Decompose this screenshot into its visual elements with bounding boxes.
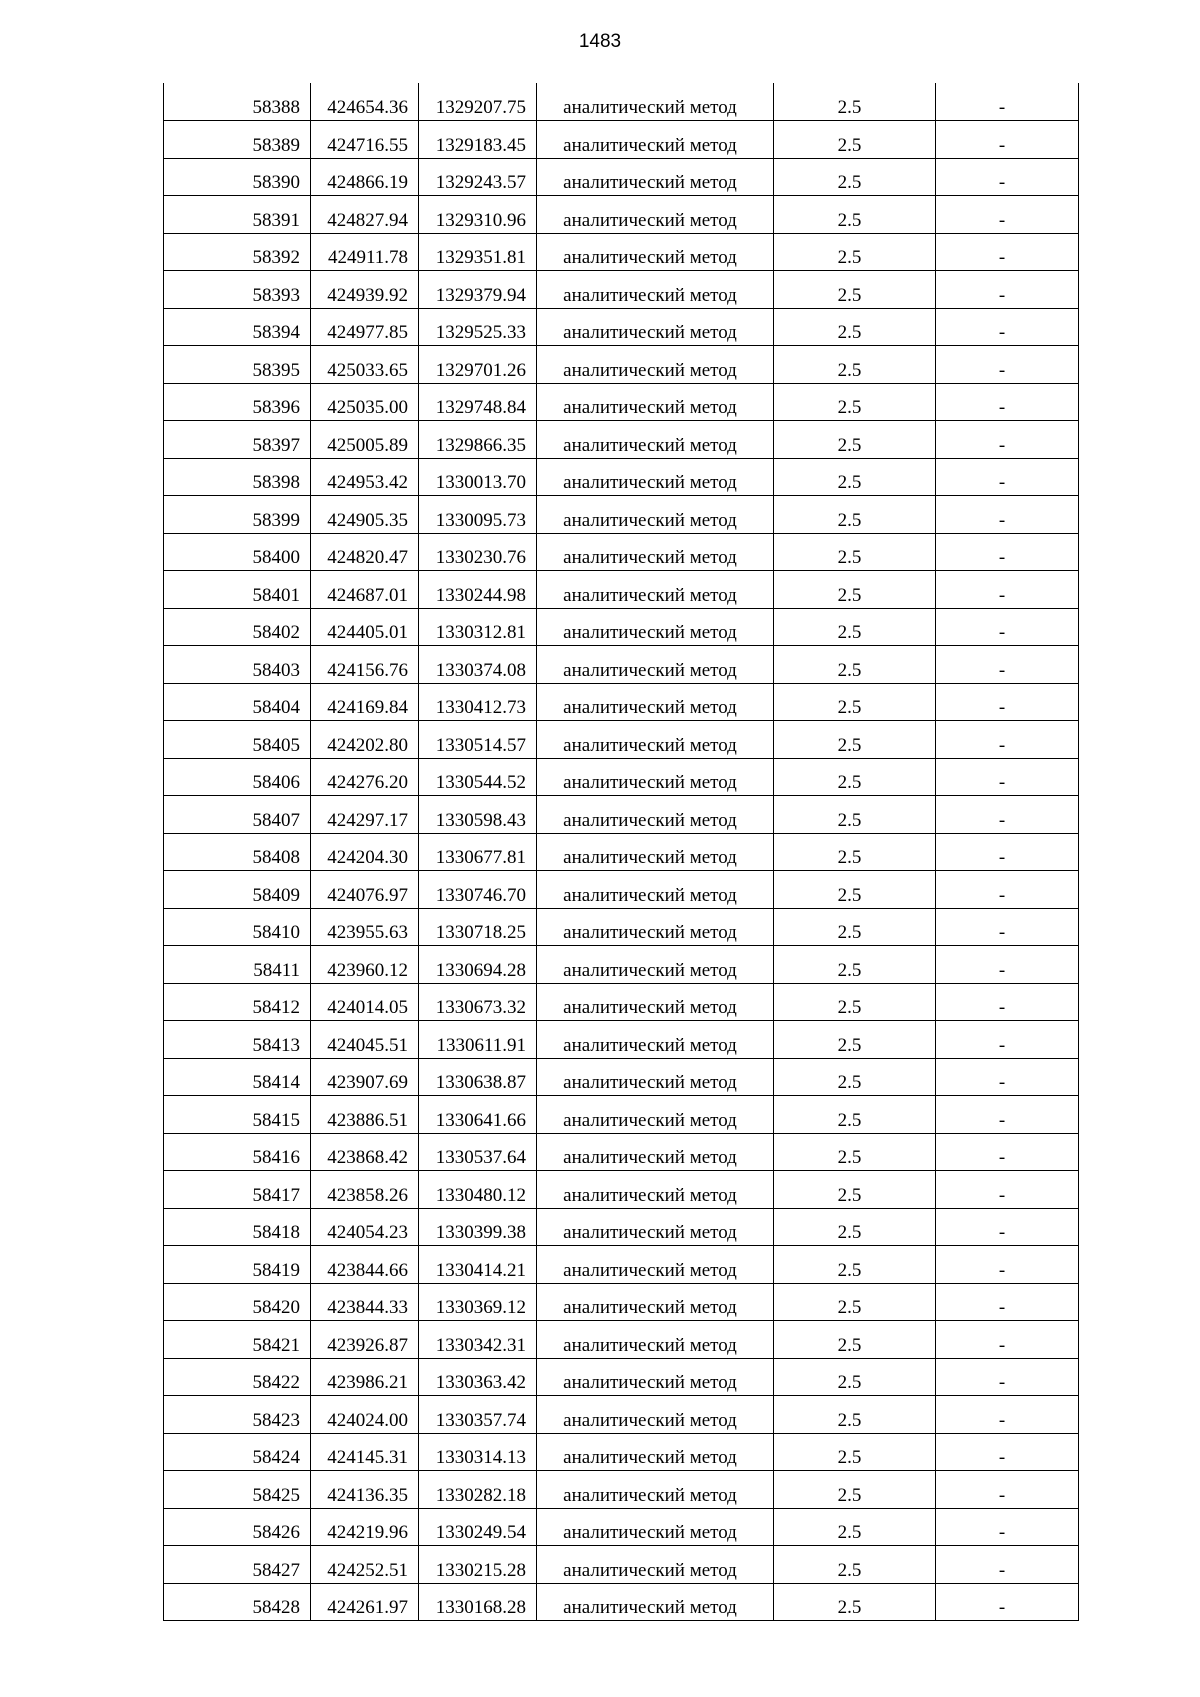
y-coordinate-cell: 1330694.28 <box>419 946 537 984</box>
note-cell: - <box>936 721 1079 759</box>
accuracy-cell: 2.5 <box>774 533 936 571</box>
y-coordinate-cell: 1330746.70 <box>419 871 537 909</box>
note-cell: - <box>936 1208 1079 1246</box>
method-cell: аналитический метод <box>537 308 774 346</box>
y-coordinate-cell: 1330598.43 <box>419 796 537 834</box>
x-coordinate-cell: 424297.17 <box>311 796 419 834</box>
x-coordinate-cell: 424276.20 <box>311 758 419 796</box>
table-row <box>164 1171 1079 1209</box>
y-coordinate-cell: 1330641.66 <box>419 1096 537 1134</box>
accuracy-cell: 2.5 <box>774 1021 936 1059</box>
note-cell: - <box>936 1358 1079 1396</box>
x-coordinate-cell: 424136.35 <box>311 1471 419 1509</box>
method-cell: аналитический метод <box>537 458 774 496</box>
x-coordinate-cell: 423960.12 <box>311 946 419 984</box>
point-number-cell: 58421 <box>164 1321 311 1359</box>
accuracy-cell: 2.5 <box>774 1171 936 1209</box>
point-number-cell: 58423 <box>164 1396 311 1434</box>
y-coordinate-cell: 1329207.75 <box>419 83 537 121</box>
point-number-cell: 58400 <box>164 533 311 571</box>
accuracy-cell: 2.5 <box>774 1471 936 1509</box>
note-cell: - <box>936 121 1079 159</box>
point-number-cell: 58416 <box>164 1133 311 1171</box>
accuracy-cell: 2.5 <box>774 1546 936 1584</box>
y-coordinate-cell: 1330718.25 <box>419 908 537 946</box>
accuracy-cell: 2.5 <box>774 1096 936 1134</box>
method-cell: аналитический метод <box>537 233 774 271</box>
note-cell: - <box>936 1246 1079 1284</box>
point-number-cell: 58428 <box>164 1583 311 1621</box>
accuracy-cell: 2.5 <box>774 458 936 496</box>
point-number-cell: 58388 <box>164 83 311 121</box>
table-row <box>164 271 1079 309</box>
point-number-cell: 58413 <box>164 1021 311 1059</box>
note-cell: - <box>936 758 1079 796</box>
note-cell: - <box>936 1508 1079 1546</box>
point-number-cell: 58422 <box>164 1358 311 1396</box>
method-cell: аналитический метод <box>537 1396 774 1434</box>
method-cell: аналитический метод <box>537 1583 774 1621</box>
y-coordinate-cell: 1329748.84 <box>419 383 537 421</box>
method-cell: аналитический метод <box>537 1283 774 1321</box>
accuracy-cell: 2.5 <box>774 1058 936 1096</box>
method-cell: аналитический метод <box>537 1096 774 1134</box>
x-coordinate-cell: 423844.33 <box>311 1283 419 1321</box>
y-coordinate-cell: 1330312.81 <box>419 608 537 646</box>
accuracy-cell: 2.5 <box>774 1396 936 1434</box>
accuracy-cell: 2.5 <box>774 1133 936 1171</box>
y-coordinate-cell: 1329701.26 <box>419 346 537 384</box>
table-row <box>164 308 1079 346</box>
y-coordinate-cell: 1330537.64 <box>419 1133 537 1171</box>
table-row <box>164 1021 1079 1059</box>
method-cell: аналитический метод <box>537 121 774 159</box>
table-row <box>164 571 1079 609</box>
point-number-cell: 58418 <box>164 1208 311 1246</box>
point-number-cell: 58401 <box>164 571 311 609</box>
table-row <box>164 683 1079 721</box>
y-coordinate-cell: 1330249.54 <box>419 1508 537 1546</box>
table-row <box>164 1358 1079 1396</box>
accuracy-cell: 2.5 <box>774 346 936 384</box>
x-coordinate-cell: 424156.76 <box>311 646 419 684</box>
x-coordinate-cell: 424866.19 <box>311 158 419 196</box>
method-cell: аналитический метод <box>537 1171 774 1209</box>
point-number-cell: 58395 <box>164 346 311 384</box>
table-row <box>164 1058 1079 1096</box>
table-row <box>164 871 1079 909</box>
point-number-cell: 58420 <box>164 1283 311 1321</box>
x-coordinate-cell: 423955.63 <box>311 908 419 946</box>
accuracy-cell: 2.5 <box>774 721 936 759</box>
table-row <box>164 1471 1079 1509</box>
x-coordinate-cell: 423844.66 <box>311 1246 419 1284</box>
point-number-cell: 58396 <box>164 383 311 421</box>
note-cell: - <box>936 908 1079 946</box>
y-coordinate-cell: 1330230.76 <box>419 533 537 571</box>
accuracy-cell: 2.5 <box>774 308 936 346</box>
table-row <box>164 1433 1079 1471</box>
accuracy-cell: 2.5 <box>774 421 936 459</box>
table-row <box>164 496 1079 534</box>
note-cell: - <box>936 946 1079 984</box>
note-cell: - <box>936 1433 1079 1471</box>
point-number-cell: 58410 <box>164 908 311 946</box>
y-coordinate-cell: 1330314.13 <box>419 1433 537 1471</box>
x-coordinate-cell: 424687.01 <box>311 571 419 609</box>
note-cell: - <box>936 83 1079 121</box>
table-row <box>164 1321 1079 1359</box>
x-coordinate-cell: 423886.51 <box>311 1096 419 1134</box>
x-coordinate-cell: 423868.42 <box>311 1133 419 1171</box>
note-cell: - <box>936 383 1079 421</box>
x-coordinate-cell: 424905.35 <box>311 496 419 534</box>
accuracy-cell: 2.5 <box>774 1508 936 1546</box>
method-cell: аналитический метод <box>537 833 774 871</box>
accuracy-cell: 2.5 <box>774 683 936 721</box>
table-row <box>164 1096 1079 1134</box>
x-coordinate-cell: 424054.23 <box>311 1208 419 1246</box>
table-row <box>164 1246 1079 1284</box>
table-row <box>164 608 1079 646</box>
accuracy-cell: 2.5 <box>774 833 936 871</box>
point-number-cell: 58407 <box>164 796 311 834</box>
y-coordinate-cell: 1329243.57 <box>419 158 537 196</box>
x-coordinate-cell: 424014.05 <box>311 983 419 1021</box>
table-row <box>164 196 1079 234</box>
note-cell: - <box>936 196 1079 234</box>
point-number-cell: 58399 <box>164 496 311 534</box>
table-row <box>164 458 1079 496</box>
note-cell: - <box>936 1583 1079 1621</box>
note-cell: - <box>936 1546 1079 1584</box>
note-cell: - <box>936 496 1079 534</box>
table-row <box>164 983 1079 1021</box>
note-cell: - <box>936 608 1079 646</box>
table-row <box>164 533 1079 571</box>
y-coordinate-cell: 1330399.38 <box>419 1208 537 1246</box>
table-row <box>164 1283 1079 1321</box>
table-row <box>164 1208 1079 1246</box>
accuracy-cell: 2.5 <box>774 196 936 234</box>
table-row <box>164 908 1079 946</box>
y-coordinate-cell: 1330244.98 <box>419 571 537 609</box>
point-number-cell: 58426 <box>164 1508 311 1546</box>
table-row <box>164 1508 1079 1546</box>
x-coordinate-cell: 424716.55 <box>311 121 419 159</box>
y-coordinate-cell: 1330095.73 <box>419 496 537 534</box>
x-coordinate-cell: 424911.78 <box>311 233 419 271</box>
point-number-cell: 58411 <box>164 946 311 984</box>
table-row <box>164 1583 1079 1621</box>
point-number-cell: 58392 <box>164 233 311 271</box>
point-number-cell: 58419 <box>164 1246 311 1284</box>
note-cell: - <box>936 1058 1079 1096</box>
x-coordinate-cell: 424076.97 <box>311 871 419 909</box>
y-coordinate-cell: 1330357.74 <box>419 1396 537 1434</box>
note-cell: - <box>936 1283 1079 1321</box>
point-number-cell: 58424 <box>164 1433 311 1471</box>
x-coordinate-cell: 423858.26 <box>311 1171 419 1209</box>
method-cell: аналитический метод <box>537 983 774 1021</box>
y-coordinate-cell: 1330369.12 <box>419 1283 537 1321</box>
y-coordinate-cell: 1330412.73 <box>419 683 537 721</box>
x-coordinate-cell: 424045.51 <box>311 1021 419 1059</box>
x-coordinate-cell: 424654.36 <box>311 83 419 121</box>
table-body <box>164 83 1079 1621</box>
method-cell: аналитический метод <box>537 271 774 309</box>
note-cell: - <box>936 346 1079 384</box>
note-cell: - <box>936 1396 1079 1434</box>
method-cell: аналитический метод <box>537 1058 774 1096</box>
y-coordinate-cell: 1329525.33 <box>419 308 537 346</box>
y-coordinate-cell: 1330342.31 <box>419 1321 537 1359</box>
x-coordinate-cell: 424219.96 <box>311 1508 419 1546</box>
x-coordinate-cell: 424939.92 <box>311 271 419 309</box>
method-cell: аналитический метод <box>537 1433 774 1471</box>
table-row <box>164 158 1079 196</box>
table-row <box>164 121 1079 159</box>
method-cell: аналитический метод <box>537 646 774 684</box>
note-cell: - <box>936 271 1079 309</box>
accuracy-cell: 2.5 <box>774 1321 936 1359</box>
method-cell: аналитический метод <box>537 1546 774 1584</box>
y-coordinate-cell: 1330677.81 <box>419 833 537 871</box>
method-cell: аналитический метод <box>537 421 774 459</box>
accuracy-cell: 2.5 <box>774 646 936 684</box>
y-coordinate-cell: 1329351.81 <box>419 233 537 271</box>
table-row <box>164 646 1079 684</box>
accuracy-cell: 2.5 <box>774 83 936 121</box>
table-row <box>164 796 1079 834</box>
method-cell: аналитический метод <box>537 608 774 646</box>
method-cell: аналитический метод <box>537 1508 774 1546</box>
point-number-cell: 58405 <box>164 721 311 759</box>
x-coordinate-cell: 423907.69 <box>311 1058 419 1096</box>
point-number-cell: 58394 <box>164 308 311 346</box>
method-cell: аналитический метод <box>537 1021 774 1059</box>
method-cell: аналитический метод <box>537 721 774 759</box>
table-row <box>164 758 1079 796</box>
note-cell: - <box>936 308 1079 346</box>
accuracy-cell: 2.5 <box>774 496 936 534</box>
note-cell: - <box>936 646 1079 684</box>
table-row <box>164 83 1079 121</box>
x-coordinate-cell: 424953.42 <box>311 458 419 496</box>
x-coordinate-cell: 425033.65 <box>311 346 419 384</box>
method-cell: аналитический метод <box>537 571 774 609</box>
point-number-cell: 58406 <box>164 758 311 796</box>
note-cell: - <box>936 1021 1079 1059</box>
method-cell: аналитический метод <box>537 83 774 121</box>
note-cell: - <box>936 158 1079 196</box>
method-cell: аналитический метод <box>537 946 774 984</box>
note-cell: - <box>936 871 1079 909</box>
method-cell: аналитический метод <box>537 533 774 571</box>
point-number-cell: 58390 <box>164 158 311 196</box>
accuracy-cell: 2.5 <box>774 908 936 946</box>
method-cell: аналитический метод <box>537 1208 774 1246</box>
note-cell: - <box>936 533 1079 571</box>
point-number-cell: 58404 <box>164 683 311 721</box>
x-coordinate-cell: 424827.94 <box>311 196 419 234</box>
method-cell: аналитический метод <box>537 346 774 384</box>
y-coordinate-cell: 1330638.87 <box>419 1058 537 1096</box>
table-row <box>164 421 1079 459</box>
method-cell: аналитический метод <box>537 383 774 421</box>
x-coordinate-cell: 424977.85 <box>311 308 419 346</box>
accuracy-cell: 2.5 <box>774 571 936 609</box>
accuracy-cell: 2.5 <box>774 233 936 271</box>
accuracy-cell: 2.5 <box>774 121 936 159</box>
table-row <box>164 346 1079 384</box>
table-row <box>164 833 1079 871</box>
x-coordinate-cell: 424145.31 <box>311 1433 419 1471</box>
point-number-cell: 58415 <box>164 1096 311 1134</box>
y-coordinate-cell: 1330514.57 <box>419 721 537 759</box>
accuracy-cell: 2.5 <box>774 871 936 909</box>
y-coordinate-cell: 1329183.45 <box>419 121 537 159</box>
x-coordinate-cell: 424024.00 <box>311 1396 419 1434</box>
y-coordinate-cell: 1329310.96 <box>419 196 537 234</box>
note-cell: - <box>936 1471 1079 1509</box>
point-number-cell: 58408 <box>164 833 311 871</box>
x-coordinate-cell: 424169.84 <box>311 683 419 721</box>
accuracy-cell: 2.5 <box>774 796 936 834</box>
note-cell: - <box>936 1096 1079 1134</box>
x-coordinate-cell: 424202.80 <box>311 721 419 759</box>
note-cell: - <box>936 1133 1079 1171</box>
accuracy-cell: 2.5 <box>774 983 936 1021</box>
method-cell: аналитический метод <box>537 1246 774 1284</box>
note-cell: - <box>936 683 1079 721</box>
y-coordinate-cell: 1329866.35 <box>419 421 537 459</box>
point-number-cell: 58393 <box>164 271 311 309</box>
accuracy-cell: 2.5 <box>774 1208 936 1246</box>
table-row <box>164 1396 1079 1434</box>
accuracy-cell: 2.5 <box>774 1283 936 1321</box>
point-number-cell: 58391 <box>164 196 311 234</box>
accuracy-cell: 2.5 <box>774 158 936 196</box>
point-number-cell: 58409 <box>164 871 311 909</box>
point-number-cell: 58397 <box>164 421 311 459</box>
accuracy-cell: 2.5 <box>774 1246 936 1284</box>
method-cell: аналитический метод <box>537 758 774 796</box>
point-number-cell: 58403 <box>164 646 311 684</box>
x-coordinate-cell: 423986.21 <box>311 1358 419 1396</box>
note-cell: - <box>936 1321 1079 1359</box>
table-row <box>164 946 1079 984</box>
method-cell: аналитический метод <box>537 196 774 234</box>
y-coordinate-cell: 1330414.21 <box>419 1246 537 1284</box>
accuracy-cell: 2.5 <box>774 383 936 421</box>
point-number-cell: 58389 <box>164 121 311 159</box>
method-cell: аналитический метод <box>537 1133 774 1171</box>
point-number-cell: 58412 <box>164 983 311 1021</box>
x-coordinate-cell: 424405.01 <box>311 608 419 646</box>
y-coordinate-cell: 1330544.52 <box>419 758 537 796</box>
table-row <box>164 1546 1079 1584</box>
x-coordinate-cell: 424820.47 <box>311 533 419 571</box>
method-cell: аналитический метод <box>537 1471 774 1509</box>
y-coordinate-cell: 1330215.28 <box>419 1546 537 1584</box>
accuracy-cell: 2.5 <box>774 271 936 309</box>
accuracy-cell: 2.5 <box>774 946 936 984</box>
table-row <box>164 721 1079 759</box>
method-cell: аналитический метод <box>537 871 774 909</box>
method-cell: аналитический метод <box>537 796 774 834</box>
x-coordinate-cell: 425005.89 <box>311 421 419 459</box>
y-coordinate-cell: 1330374.08 <box>419 646 537 684</box>
x-coordinate-cell: 424261.97 <box>311 1583 419 1621</box>
method-cell: аналитический метод <box>537 683 774 721</box>
note-cell: - <box>936 833 1079 871</box>
point-number-cell: 58398 <box>164 458 311 496</box>
page-number: 1483 <box>578 31 622 52</box>
point-number-cell: 58425 <box>164 1471 311 1509</box>
point-number-cell: 58402 <box>164 608 311 646</box>
accuracy-cell: 2.5 <box>774 1433 936 1471</box>
point-number-cell: 58414 <box>164 1058 311 1096</box>
y-coordinate-cell: 1330673.32 <box>419 983 537 1021</box>
table-row <box>164 1133 1079 1171</box>
note-cell: - <box>936 571 1079 609</box>
x-coordinate-cell: 424204.30 <box>311 833 419 871</box>
accuracy-cell: 2.5 <box>774 1583 936 1621</box>
y-coordinate-cell: 1330168.28 <box>419 1583 537 1621</box>
coordinates-table <box>163 83 1079 1621</box>
note-cell: - <box>936 421 1079 459</box>
table-row <box>164 233 1079 271</box>
y-coordinate-cell: 1330282.18 <box>419 1471 537 1509</box>
y-coordinate-cell: 1330611.91 <box>419 1021 537 1059</box>
note-cell: - <box>936 796 1079 834</box>
point-number-cell: 58417 <box>164 1171 311 1209</box>
note-cell: - <box>936 458 1079 496</box>
method-cell: аналитический метод <box>537 158 774 196</box>
x-coordinate-cell: 424252.51 <box>311 1546 419 1584</box>
note-cell: - <box>936 983 1079 1021</box>
x-coordinate-cell: 425035.00 <box>311 383 419 421</box>
point-number-cell: 58427 <box>164 1546 311 1584</box>
method-cell: аналитический метод <box>537 908 774 946</box>
accuracy-cell: 2.5 <box>774 758 936 796</box>
x-coordinate-cell: 423926.87 <box>311 1321 419 1359</box>
accuracy-cell: 2.5 <box>774 1358 936 1396</box>
y-coordinate-cell: 1330013.70 <box>419 458 537 496</box>
note-cell: - <box>936 233 1079 271</box>
method-cell: аналитический метод <box>537 1358 774 1396</box>
note-cell: - <box>936 1171 1079 1209</box>
method-cell: аналитический метод <box>537 1321 774 1359</box>
method-cell: аналитический метод <box>537 496 774 534</box>
y-coordinate-cell: 1330480.12 <box>419 1171 537 1209</box>
y-coordinate-cell: 1329379.94 <box>419 271 537 309</box>
y-coordinate-cell: 1330363.42 <box>419 1358 537 1396</box>
accuracy-cell: 2.5 <box>774 608 936 646</box>
table-row <box>164 383 1079 421</box>
